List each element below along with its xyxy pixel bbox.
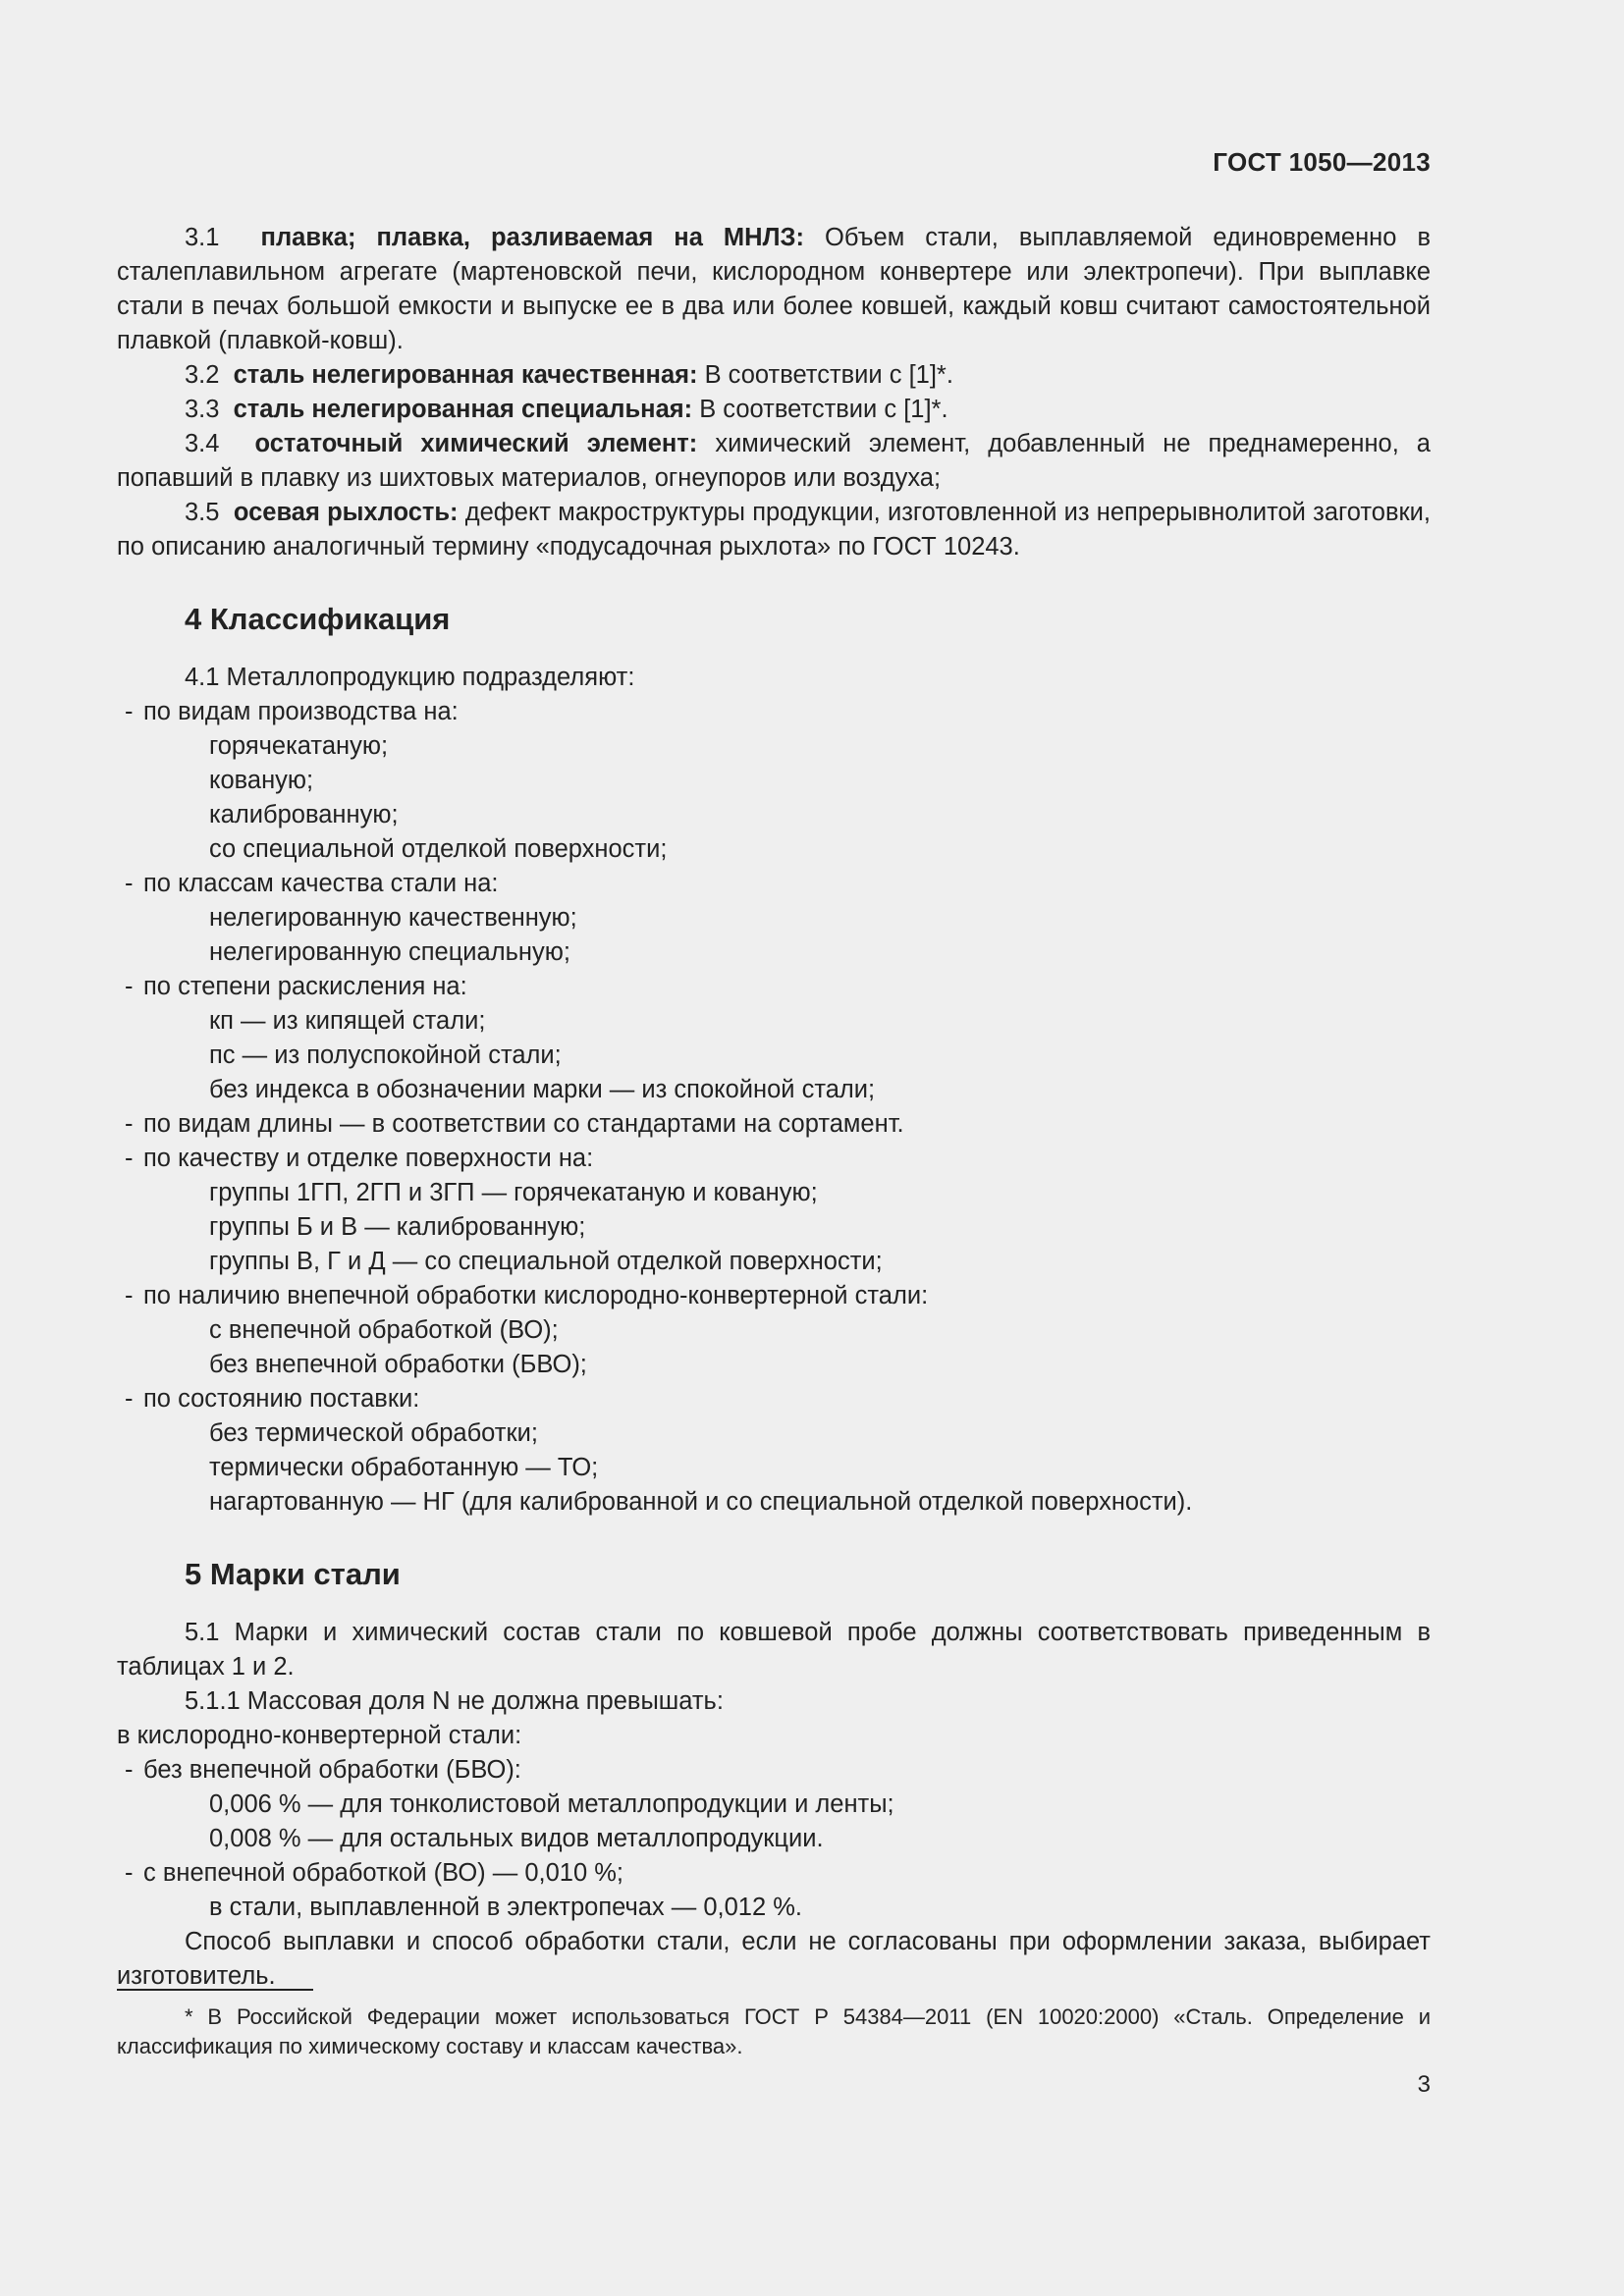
definition-number: 3.1 — [185, 224, 220, 251]
paragraph-5-1: 5.1 Марки и химический состав стали по ковшевой пробе должны соответствовать приведенным в таблицах 1 и 2. — [117, 1619, 1431, 1681]
classification-item: нелегированную качественную; — [209, 904, 577, 932]
section-5-title: 5 Марки стали — [185, 1557, 401, 1591]
classification-group: - по классам качества стали на: — [117, 867, 1431, 901]
definition-number: 3.4 — [185, 430, 220, 457]
nitrogen-limit-item: 0,008 % — для остальных видов металлопродукции. — [209, 1825, 824, 1852]
definition-3-1 — [117, 221, 1431, 358]
footnote-divider — [117, 1989, 313, 1991]
classification-item: нагартованную — НГ (для калиброванной и со специальной отделкой поверхности). — [209, 1488, 1193, 1516]
footnote — [117, 2002, 1431, 2061]
definition-3-5 — [117, 496, 1431, 564]
classification-item: со специальной отделкой поверхности; — [209, 835, 668, 863]
classification-list — [117, 695, 1431, 1520]
definition-number: 3.3 — [185, 396, 220, 423]
classification-item: нелегированную специальную; — [209, 938, 570, 966]
classification-item: без термической обработки; — [209, 1419, 538, 1447]
definition-term: остаточный химический элемент: — [254, 430, 698, 457]
definition-text: В соответствии с [1]*. — [699, 396, 948, 423]
section-4-intro: 4.1 Металлопродукцию подразделяют: — [185, 664, 635, 691]
classification-group: - по видам длины — в соответствии со стандартами на сортамент. — [117, 1107, 1431, 1142]
classification-group: - по видам производства на: — [117, 695, 1431, 729]
nitrogen-limit-item: 0,006 % — для тонколистовой металлопродукции и ленты; — [209, 1790, 894, 1818]
definition-term: сталь нелегированная качественная: — [233, 361, 698, 389]
main-content — [117, 221, 1431, 1994]
definition-number: 3.2 — [185, 361, 220, 389]
classification-item: пс — из полуспокойной стали; — [209, 1041, 562, 1069]
definition-3-2 — [117, 358, 1431, 393]
classification-group: - по степени раскисления на: — [117, 970, 1431, 1004]
nitrogen-limit-item: в стали, выплавленной в электропечах — 0,012 %. — [209, 1894, 803, 1921]
classification-item: кп — из кипящей стали; — [209, 1007, 486, 1035]
classification-item: термически обработанную — ТО; — [209, 1454, 599, 1481]
classification-item: без внепечной обработки (БВО); — [209, 1351, 587, 1378]
definition-text: химический элемент, добавленный не преднамеренно, а попавший в плавку из шихтовых материалов, огнеупоров или воздуха; — [117, 430, 1431, 492]
bullet-vo: - с внепечной обработкой (ВО) — 0,010 %; — [117, 1856, 1431, 1891]
definition-term: плавка; плавка, разливаемая на МНЛЗ: — [260, 224, 804, 251]
definition-text: дефект макроструктуры продукции, изготовленной из непрерывнолитой заготовки, по описанию аналогичный термину «подусадочная рыхлота» по ГОСТ 10243. — [117, 499, 1431, 561]
definition-term: сталь нелегированная специальная: — [233, 396, 693, 423]
bvo-items — [117, 1788, 1431, 1856]
definition-text: В соответствии с [1]*. — [704, 361, 953, 389]
definitions-list — [117, 221, 1431, 564]
classification-group: - по наличию внепечной обработки кислородно-конвертерной стали: — [117, 1279, 1431, 1313]
definition-3-4 — [117, 427, 1431, 496]
classification-group: - по состоянию поставки: — [117, 1382, 1431, 1416]
classification-item: группы 1ГП, 2ГП и 3ГП — горячекатаную и кованую; — [209, 1179, 818, 1206]
converter-steel-line: в кислородно-конвертерной стали: — [117, 1722, 522, 1749]
paragraph-5-1-1: 5.1.1 Массовая доля N не должна превышать: — [185, 1687, 724, 1715]
classification-item: калиброванную; — [209, 801, 399, 828]
classification-item: без индекса в обозначении марки — из спокойной стали; — [209, 1076, 876, 1103]
definition-text: Объем стали, выплавляемой единовременно в сталеплавильном агрегате (мартеновской печи, кислородном конвертере или электропечи). При выплавке стали в печах большой емкости и выпуске ее в два или более ковшей, каждый ковш считают самостоятельной плавкой (плавкой-ковш). — [117, 224, 1432, 354]
paragraph-final: Способ выплавки и способ обработки стали, если не согласованы при оформлении заказа, выбирает изготовитель. — [117, 1928, 1431, 1990]
definition-term: осевая рыхлость: — [233, 499, 459, 526]
classification-item: группы В, Г и Д — со специальной отделкой поверхности; — [209, 1248, 883, 1275]
classification-item: группы Б и В — калиброванную; — [209, 1213, 586, 1241]
definition-number: 3.5 — [185, 499, 220, 526]
classification-item: кованую; — [209, 767, 314, 794]
classification-item: горячекатаную; — [209, 732, 389, 760]
definition-3-3 — [117, 393, 1431, 427]
vo-items — [117, 1891, 1431, 1925]
standard-id-header: ГОСТ 1050—2013 — [1213, 147, 1431, 177]
classification-group: - по качеству и отделке поверхности на: — [117, 1142, 1431, 1176]
bullet-bvo: - без внепечной обработки (БВО): — [117, 1753, 1431, 1788]
page-number: 3 — [1417, 2071, 1431, 2098]
classification-item: с внепечной обработкой (ВО); — [209, 1316, 559, 1344]
section-4-title: 4 Классификация — [185, 602, 451, 636]
footnote-text: * В Российской Федерации может использоваться ГОСТ Р 54384—2011 (EN 10020:2000) «Сталь. Определение и классификация по химическому составу и классам качества». — [117, 2004, 1431, 2058]
